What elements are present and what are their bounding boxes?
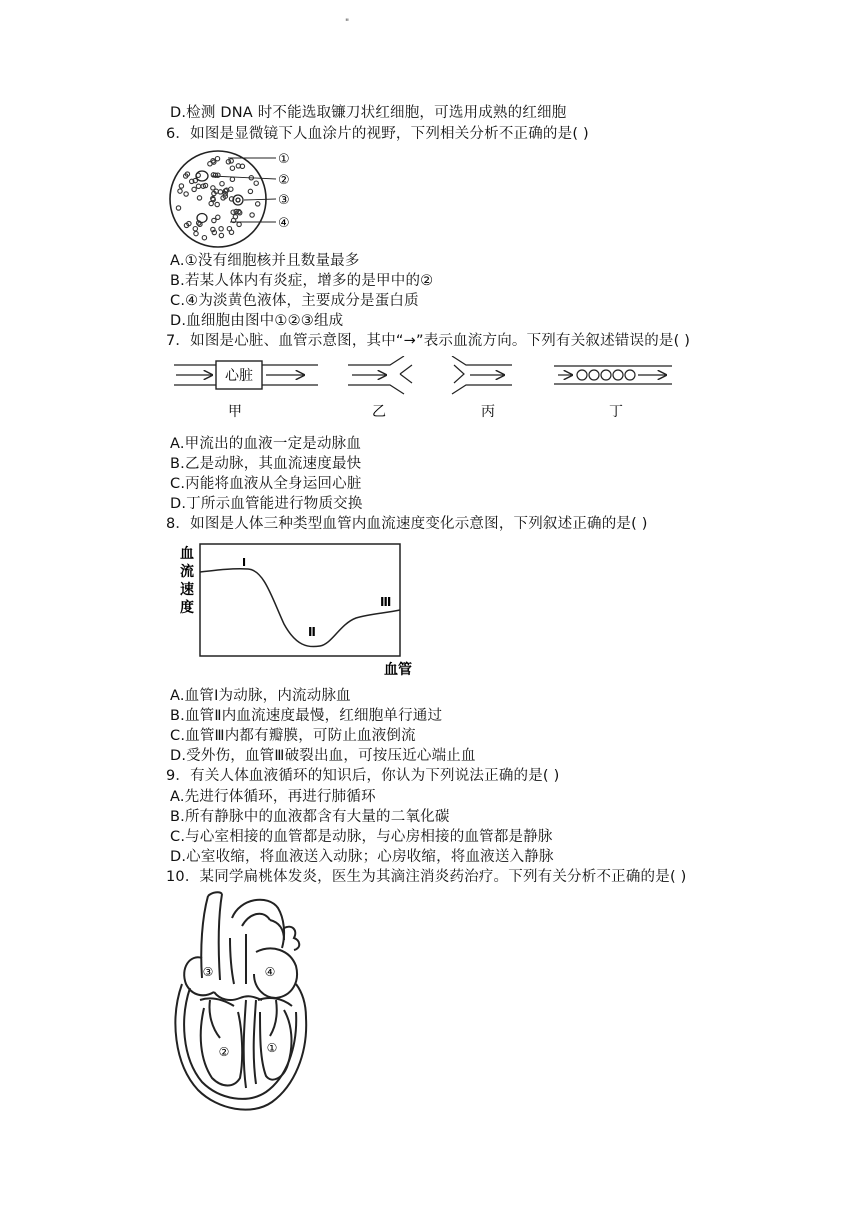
heart-label-1: ① — [266, 1041, 278, 1055]
red-blood-cell — [219, 227, 223, 231]
xlabel: 血管 — [384, 662, 412, 678]
red-blood-cell — [229, 187, 233, 191]
red-blood-cell — [216, 215, 220, 219]
q6-option-a: A.①没有细胞核并且数量最多 — [170, 253, 360, 269]
red-blood-cell — [220, 182, 224, 186]
red-blood-cell — [211, 186, 215, 190]
blood-flow-speed-chart — [172, 538, 422, 678]
red-blood-cell — [212, 218, 216, 222]
red-blood-cell — [256, 202, 260, 206]
red-blood-cell — [250, 213, 254, 217]
caption-jia: 甲 — [228, 404, 242, 420]
ylabel-char-4: 度 — [180, 600, 194, 616]
q8-option-d: D.受外伤，血管Ⅲ破裂出血，可按压近心端止血 — [170, 748, 476, 764]
ylabel-char-1: 血 — [180, 546, 194, 562]
q7-option-a: A.甲流出的血液一定是动脉血 — [170, 436, 362, 452]
caption-yi: 乙 — [372, 404, 386, 420]
header-mark: " — [345, 18, 350, 28]
red-blood-cell — [226, 160, 230, 164]
red-blood-cell — [197, 196, 201, 200]
q9-stem: 9．有关人体血液循环的知识后，你认为下列说法正确的是( ) — [166, 768, 560, 784]
red-blood-cell — [194, 231, 198, 235]
red-blood-cell — [176, 206, 180, 210]
smear-label-2: ② — [278, 173, 290, 188]
q8-option-b: B.血管Ⅱ内血流速度最慢，红细胞单行通过 — [170, 708, 443, 724]
caption-bing: 丙 — [481, 404, 495, 420]
red-blood-cell — [192, 187, 196, 191]
caption-ding: 丁 — [609, 404, 623, 420]
q6-option-d: D.血细胞由图中①②③组成 — [170, 313, 344, 329]
ylabel-char-2: 流 — [180, 564, 194, 580]
q8-option-a: A.血管Ⅰ为动脉，内流动脉血 — [170, 688, 351, 704]
smear-label-4: ④ — [278, 216, 290, 231]
q9-option-b: B.所有静脉中的血液都含有大量的二氧化碳 — [170, 809, 450, 825]
heart-figure — [160, 888, 330, 1120]
q7-option-d: D.丁所示血管能进行物质交换 — [170, 496, 363, 512]
red-blood-cell — [196, 184, 200, 188]
smear-label-1: ① — [278, 152, 290, 167]
vessel-label-ii: Ⅱ — [308, 625, 316, 639]
q6-option-c: C.④为淡黄色液体，主要成分是蛋白质 — [170, 293, 419, 309]
q9-option-c: C.与心室相接的血管都是动脉，与心房相接的血管都是静脉 — [170, 829, 553, 845]
red-blood-cell — [179, 184, 183, 188]
q10-stem: 10．某同学扁桃体发炎，医生为其滴注消炎药治疗。下列有关分析不正确的是( ) — [166, 869, 687, 885]
heart-label-3: ③ — [202, 965, 214, 979]
red-blood-cell — [193, 227, 197, 231]
red-blood-cell — [227, 227, 231, 231]
vessel-label-i: Ⅰ — [242, 556, 247, 569]
heart-label-2: ② — [218, 1045, 230, 1059]
red-blood-cell — [215, 202, 219, 206]
q6-stem: 6．如图是显微镜下人血涂片的视野，下列相关分析不正确的是( ) — [166, 126, 589, 142]
smear-label-3: ③ — [278, 193, 290, 208]
q7-option-b: B.乙是动脉，其血流速度最快 — [170, 456, 362, 472]
q9-option-a: A.先进行体循环，再进行肺循环 — [170, 789, 376, 805]
q8-stem: 8．如图是人体三种类型血管内血流速度变化示意图，下列叙述正确的是( ) — [166, 516, 648, 532]
heart-label-4: ④ — [264, 965, 276, 979]
red-blood-cell — [215, 157, 219, 161]
vessel-label-iii: Ⅲ — [380, 595, 392, 609]
red-blood-cell — [237, 222, 241, 226]
blood-smear-figure — [168, 146, 298, 252]
red-blood-cell — [230, 177, 234, 181]
ylabel-char-3: 速 — [180, 582, 194, 598]
q7-option-c: C.丙能将血液从全身运回心脏 — [170, 476, 362, 492]
red-blood-cell — [209, 201, 213, 205]
red-blood-cell — [178, 189, 182, 193]
q9-option-d: D.心室收缩，将血液送入动脉；心房收缩，将血液送入静脉 — [170, 849, 554, 865]
heart-label: 心脏 — [225, 368, 253, 384]
q5-option-d: D.检测 DNA 时不能选取镰刀状红细胞，可选用成熟的红细胞 — [170, 105, 567, 121]
q7-stem: 7．如图是心脏、血管示意图，其中“→”表示血流方向。下列有关叙述错误的是( ) — [166, 333, 691, 349]
red-blood-cell — [184, 192, 188, 196]
vessel-diagram — [168, 356, 688, 426]
red-blood-cell — [230, 166, 234, 170]
q8-option-c: C.血管Ⅲ内都有瓣膜，可防止血液倒流 — [170, 728, 416, 744]
q6-option-b: B.若某人体内有炎症，增多的是甲中的② — [170, 273, 434, 289]
red-blood-cell — [202, 236, 206, 240]
red-blood-cell — [248, 189, 252, 193]
red-blood-cell — [219, 233, 223, 237]
red-blood-cell — [254, 181, 258, 185]
